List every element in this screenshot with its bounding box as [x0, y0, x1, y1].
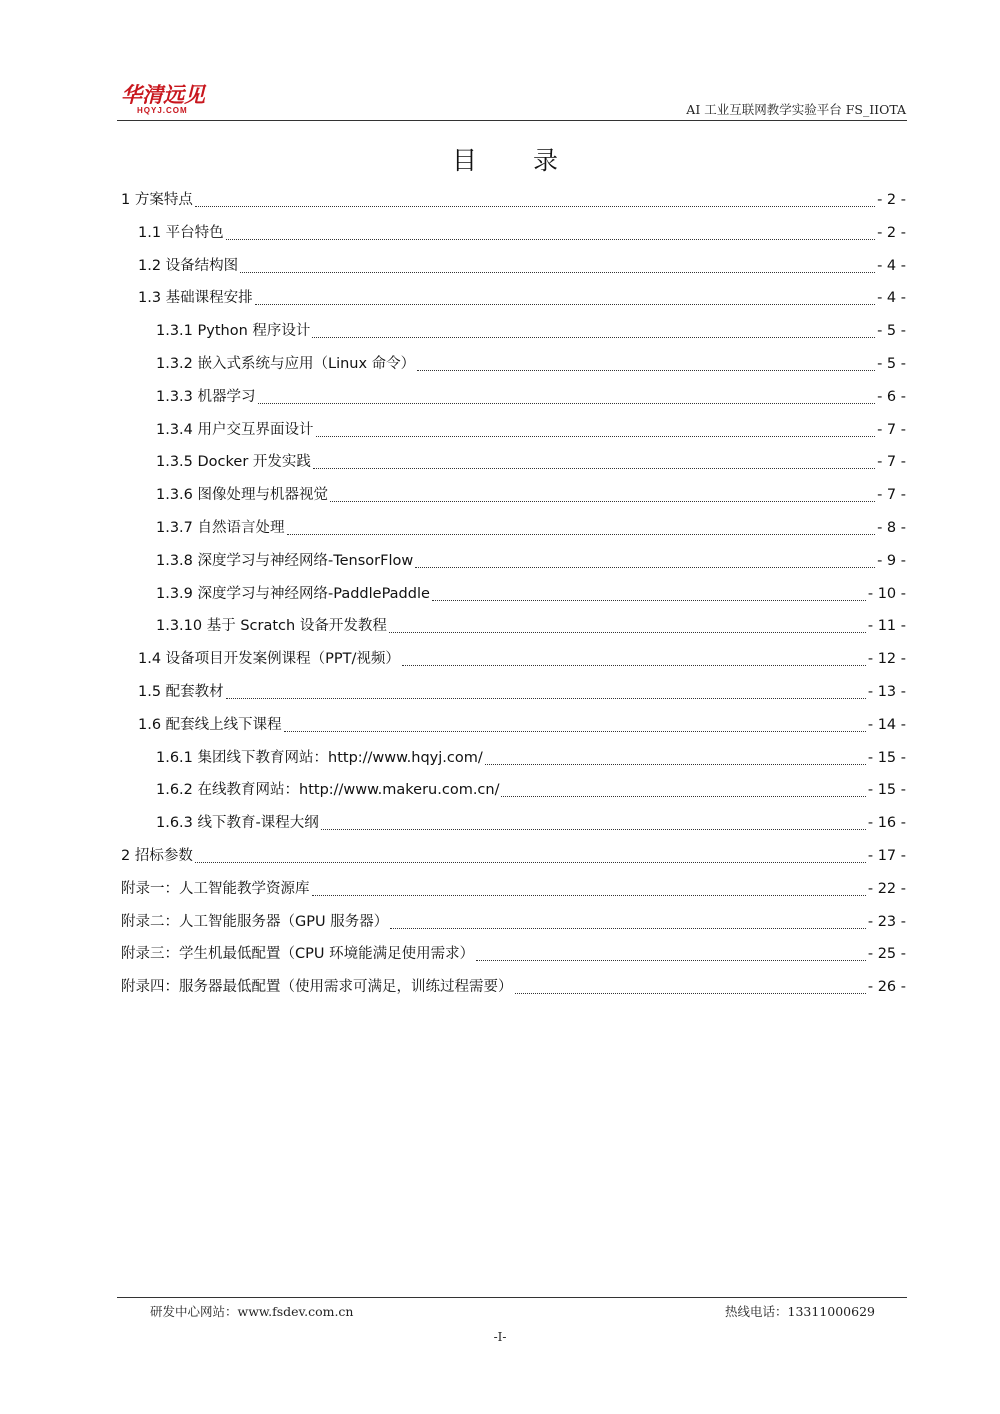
toc-entry-title: 1.3.10 基于 Scratch 设备开发教程 — [156, 618, 387, 635]
toc-dot-leader — [195, 184, 875, 207]
logo-subtext: HQYJ.COM — [137, 106, 188, 115]
toc-entry-page: - 17 - — [867, 848, 906, 864]
toc-entry[interactable] — [121, 840, 906, 872]
toc-entry-page: - 23 - — [867, 913, 906, 930]
toc-entry-title: 1.3.7 自然语言处理 — [156, 520, 285, 536]
toc-dot-leader — [313, 446, 875, 469]
toc-entry-title: 1.3 基础课程安排 — [138, 290, 253, 307]
toc-entry[interactable] — [138, 676, 906, 708]
toc-entry-page: - 11 - — [867, 618, 906, 635]
toc-entry-page: - 5 - — [877, 356, 906, 372]
toc-entry-title: 1.3.4 用户交互界面设计 — [156, 421, 314, 438]
toc-dot-leader — [485, 742, 866, 765]
toc-entry-title: 1.3.1 Python 程序设计 — [156, 323, 311, 340]
toc-entry-page: - 25 - — [867, 946, 906, 963]
toc-entry-page: - 7 - — [877, 487, 906, 504]
toc-dot-leader — [226, 217, 875, 240]
toc-entry[interactable] — [156, 545, 906, 577]
toc-entry-title: 附录三：学生机最低配置（CPU 环境能满足使用需求） — [121, 946, 475, 963]
toc-dot-leader — [402, 643, 866, 666]
toc-entry-title: 1.3.6 图像处理与机器视觉 — [156, 487, 329, 504]
toc-entry-page: - 26 - — [867, 979, 906, 996]
toc-entry[interactable] — [156, 479, 906, 511]
toc-entry-page: - 22 - — [867, 880, 906, 897]
toc-entry-page: - 9 - — [877, 552, 906, 569]
header-title: AI 工业互联网教学实验平台 FS_IIOTA — [686, 102, 906, 117]
toc-entry[interactable] — [156, 774, 906, 806]
toc-entry[interactable] — [156, 446, 906, 478]
toc-entry[interactable] — [121, 873, 906, 905]
toc-dot-leader — [312, 873, 866, 896]
toc-entry[interactable] — [138, 217, 906, 249]
toc-entry-title: 1.3.9 深度学习与神经网络-PaddlePaddle — [156, 585, 430, 602]
toc-entry-page: - 15 - — [867, 749, 906, 766]
toc-entry-title: 附录四：服务器最低配置（使用需求可满足，训练过程需要） — [121, 979, 513, 996]
toc-entry-title: 附录二：人工智能服务器（GPU 服务器） — [121, 913, 389, 930]
toc-entry[interactable] — [156, 381, 906, 413]
toc-entry[interactable] — [121, 906, 906, 938]
toc-entry[interactable] — [156, 348, 906, 380]
toc-entry-title: 1.3.8 深度学习与神经网络-TensorFlow — [156, 552, 414, 569]
toc-dot-leader — [258, 381, 876, 404]
toc-dot-leader — [515, 971, 866, 994]
toc-entry-title: 1.4 设备项目开发案例课程（PPT/视频） — [138, 651, 400, 668]
toc-entry-title: 1.6.1 集团线下教育网站：http://www.hqyj.com/ — [156, 749, 483, 766]
toc-dot-leader — [226, 676, 866, 699]
toc-entry-title: 1.1 平台特色 — [138, 224, 224, 241]
toc-entry-page: - 15 - — [867, 782, 906, 799]
toc-entry[interactable] — [156, 578, 906, 610]
toc-entry[interactable] — [156, 414, 906, 446]
toc-entry-title: 1.3.2 嵌入式系统与应用（Linux 命令） — [156, 356, 416, 372]
toc-dot-leader — [501, 774, 865, 797]
toc-dot-leader — [390, 906, 866, 929]
toc-entry-title: 1.6 配套线上线下课程 — [138, 716, 282, 733]
toc-entry-title: 1.3.5 Docker 开发实践 — [156, 454, 311, 471]
toc-entry-title: 1.6.3 线下教育-课程大纲 — [156, 815, 319, 832]
company-logo — [121, 84, 231, 118]
toc-dot-leader — [476, 938, 866, 961]
toc-dot-leader — [321, 807, 866, 830]
toc-dot-leader — [284, 709, 866, 732]
toc-entry[interactable] — [156, 315, 906, 347]
toc-entry-title: 1.2 设备结构图 — [138, 257, 239, 274]
toc-entry-page: - 7 - — [877, 454, 906, 471]
toc-title: 目 录 — [452, 146, 582, 175]
toc-dot-leader — [417, 348, 875, 371]
toc-entry[interactable] — [156, 742, 906, 774]
logo-text: 华清远见 — [121, 83, 205, 107]
toc-dot-leader — [330, 479, 875, 502]
toc-dot-leader — [415, 545, 875, 568]
toc-entry[interactable] — [138, 709, 906, 741]
toc-entry-title: 1.5 配套教材 — [138, 684, 224, 700]
toc-entry[interactable] — [121, 938, 906, 970]
toc-entry-page: - 2 - — [877, 224, 906, 241]
footer-website: 研发中心网站：www.fsdev.com.cn — [150, 1304, 354, 1319]
toc-dot-leader — [240, 250, 875, 273]
toc-entry-page: - 16 - — [867, 815, 906, 832]
toc-entry[interactable] — [156, 807, 906, 839]
toc-dot-leader — [255, 282, 875, 305]
toc-entry[interactable] — [138, 250, 906, 282]
header-divider — [117, 120, 907, 121]
footer-divider — [117, 1297, 907, 1298]
toc-dot-leader — [432, 578, 866, 601]
toc-entry-page: - 7 - — [877, 421, 906, 438]
toc-entry-page: - 4 - — [877, 257, 906, 274]
toc-entry-page: - 13 - — [867, 684, 906, 700]
toc-entry-page: - 2 - — [877, 192, 906, 208]
toc-entry-title: 附录一：人工智能教学资源库 — [121, 880, 310, 897]
footer-hotline: 热线电话：13311000629 — [725, 1304, 875, 1319]
toc-entry-page: - 10 - — [867, 585, 906, 602]
toc-entry[interactable] — [156, 512, 906, 544]
toc-dot-leader — [287, 512, 876, 535]
toc-entry-page: - 12 - — [867, 651, 906, 668]
toc-entry[interactable] — [121, 184, 906, 216]
toc-dot-leader — [312, 315, 875, 338]
toc-entry[interactable] — [121, 971, 906, 1003]
toc-entry[interactable] — [138, 643, 906, 675]
toc-entry[interactable] — [138, 282, 906, 314]
toc-entry-title: 1 方案特点 — [121, 192, 193, 208]
toc-dot-leader — [195, 840, 866, 863]
toc-entry-title: 1.3.3 机器学习 — [156, 388, 256, 405]
toc-entry[interactable] — [156, 610, 906, 642]
toc-dot-leader — [316, 414, 876, 437]
toc-entry-page: - 14 - — [867, 716, 906, 733]
toc-entry-page: - 5 - — [877, 323, 906, 340]
page-number: -I- — [493, 1330, 507, 1344]
toc-entry-page: - 8 - — [877, 520, 906, 536]
toc-entry-page: - 6 - — [877, 388, 906, 405]
toc-dot-leader — [389, 610, 866, 633]
toc-entry-title: 1.6.2 在线教育网站：http://www.makeru.com.cn/ — [156, 782, 500, 799]
toc-entry-title: 2 招标参数 — [121, 848, 193, 864]
toc-entry-page: - 4 - — [877, 290, 906, 307]
